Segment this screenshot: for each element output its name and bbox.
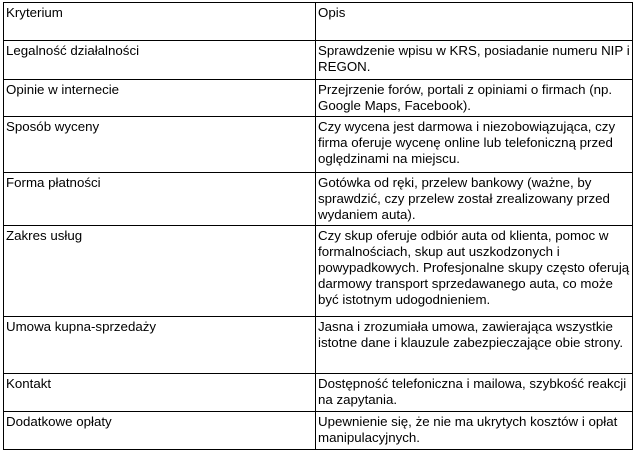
criterion-cell: Umowa kupna-sprzedaży — [4, 317, 316, 374]
table-row — [4, 173, 633, 226]
criterion-cell: Dodatkowe opłaty — [4, 412, 316, 450]
table-row — [4, 317, 633, 374]
description-cell: Upewnienie się, że nie ma ukrytych kosztów i opłat manipulacyjnych. — [316, 412, 633, 450]
description-cell: Dostępność telefoniczna i mailowa, szybkość reakcji na zapytania. — [316, 374, 633, 412]
description-cell: Jasna i zrozumiała umowa, zawierająca wszystkie istotne dane i klauzule zabezpieczające obie strony. — [316, 317, 633, 374]
description-cell: Gotówka od ręki, przelew bankowy (ważne, by sprawdzić, czy przelew został zrealizowany przed wydaniem auta). — [316, 173, 633, 226]
criteria-table — [3, 2, 633, 450]
criterion-cell: Sposób wyceny — [4, 117, 316, 173]
table-row — [4, 117, 633, 173]
description-cell: Czy skup oferuje odbiór auta od klienta, pomoc w formalnościach, skup aut uszkodzonych i powypadkowych. Profesjonalne skupy często oferują darmowy transport sprzedawanego auta, co może być istotnym udogodnieniem. — [316, 226, 633, 317]
description-cell: Przejrzenie forów, portali z opiniami o firmach (np. Google Maps, Facebook). — [316, 80, 633, 117]
criterion-cell: Legalność działalności — [4, 41, 316, 80]
table-row — [4, 412, 633, 450]
table-row — [4, 374, 633, 412]
table-row — [4, 41, 633, 80]
criterion-cell: Kontakt — [4, 374, 316, 412]
table-header-row — [4, 3, 633, 41]
table-row — [4, 80, 633, 117]
header-description: Opis — [316, 3, 633, 41]
table-row — [4, 226, 633, 317]
description-cell: Czy wycena jest darmowa i niezobowiązująca, czy firma oferuje wycenę online lub telefoniczną przed oględzinami na miejscu. — [316, 117, 633, 173]
criterion-cell: Forma płatności — [4, 173, 316, 226]
header-criterion: Kryterium — [4, 3, 316, 41]
criterion-cell: Zakres usług — [4, 226, 316, 317]
description-cell: Sprawdzenie wpisu w KRS, posiadanie numeru NIP i REGON. — [316, 41, 633, 80]
criterion-cell: Opinie w internecie — [4, 80, 316, 117]
